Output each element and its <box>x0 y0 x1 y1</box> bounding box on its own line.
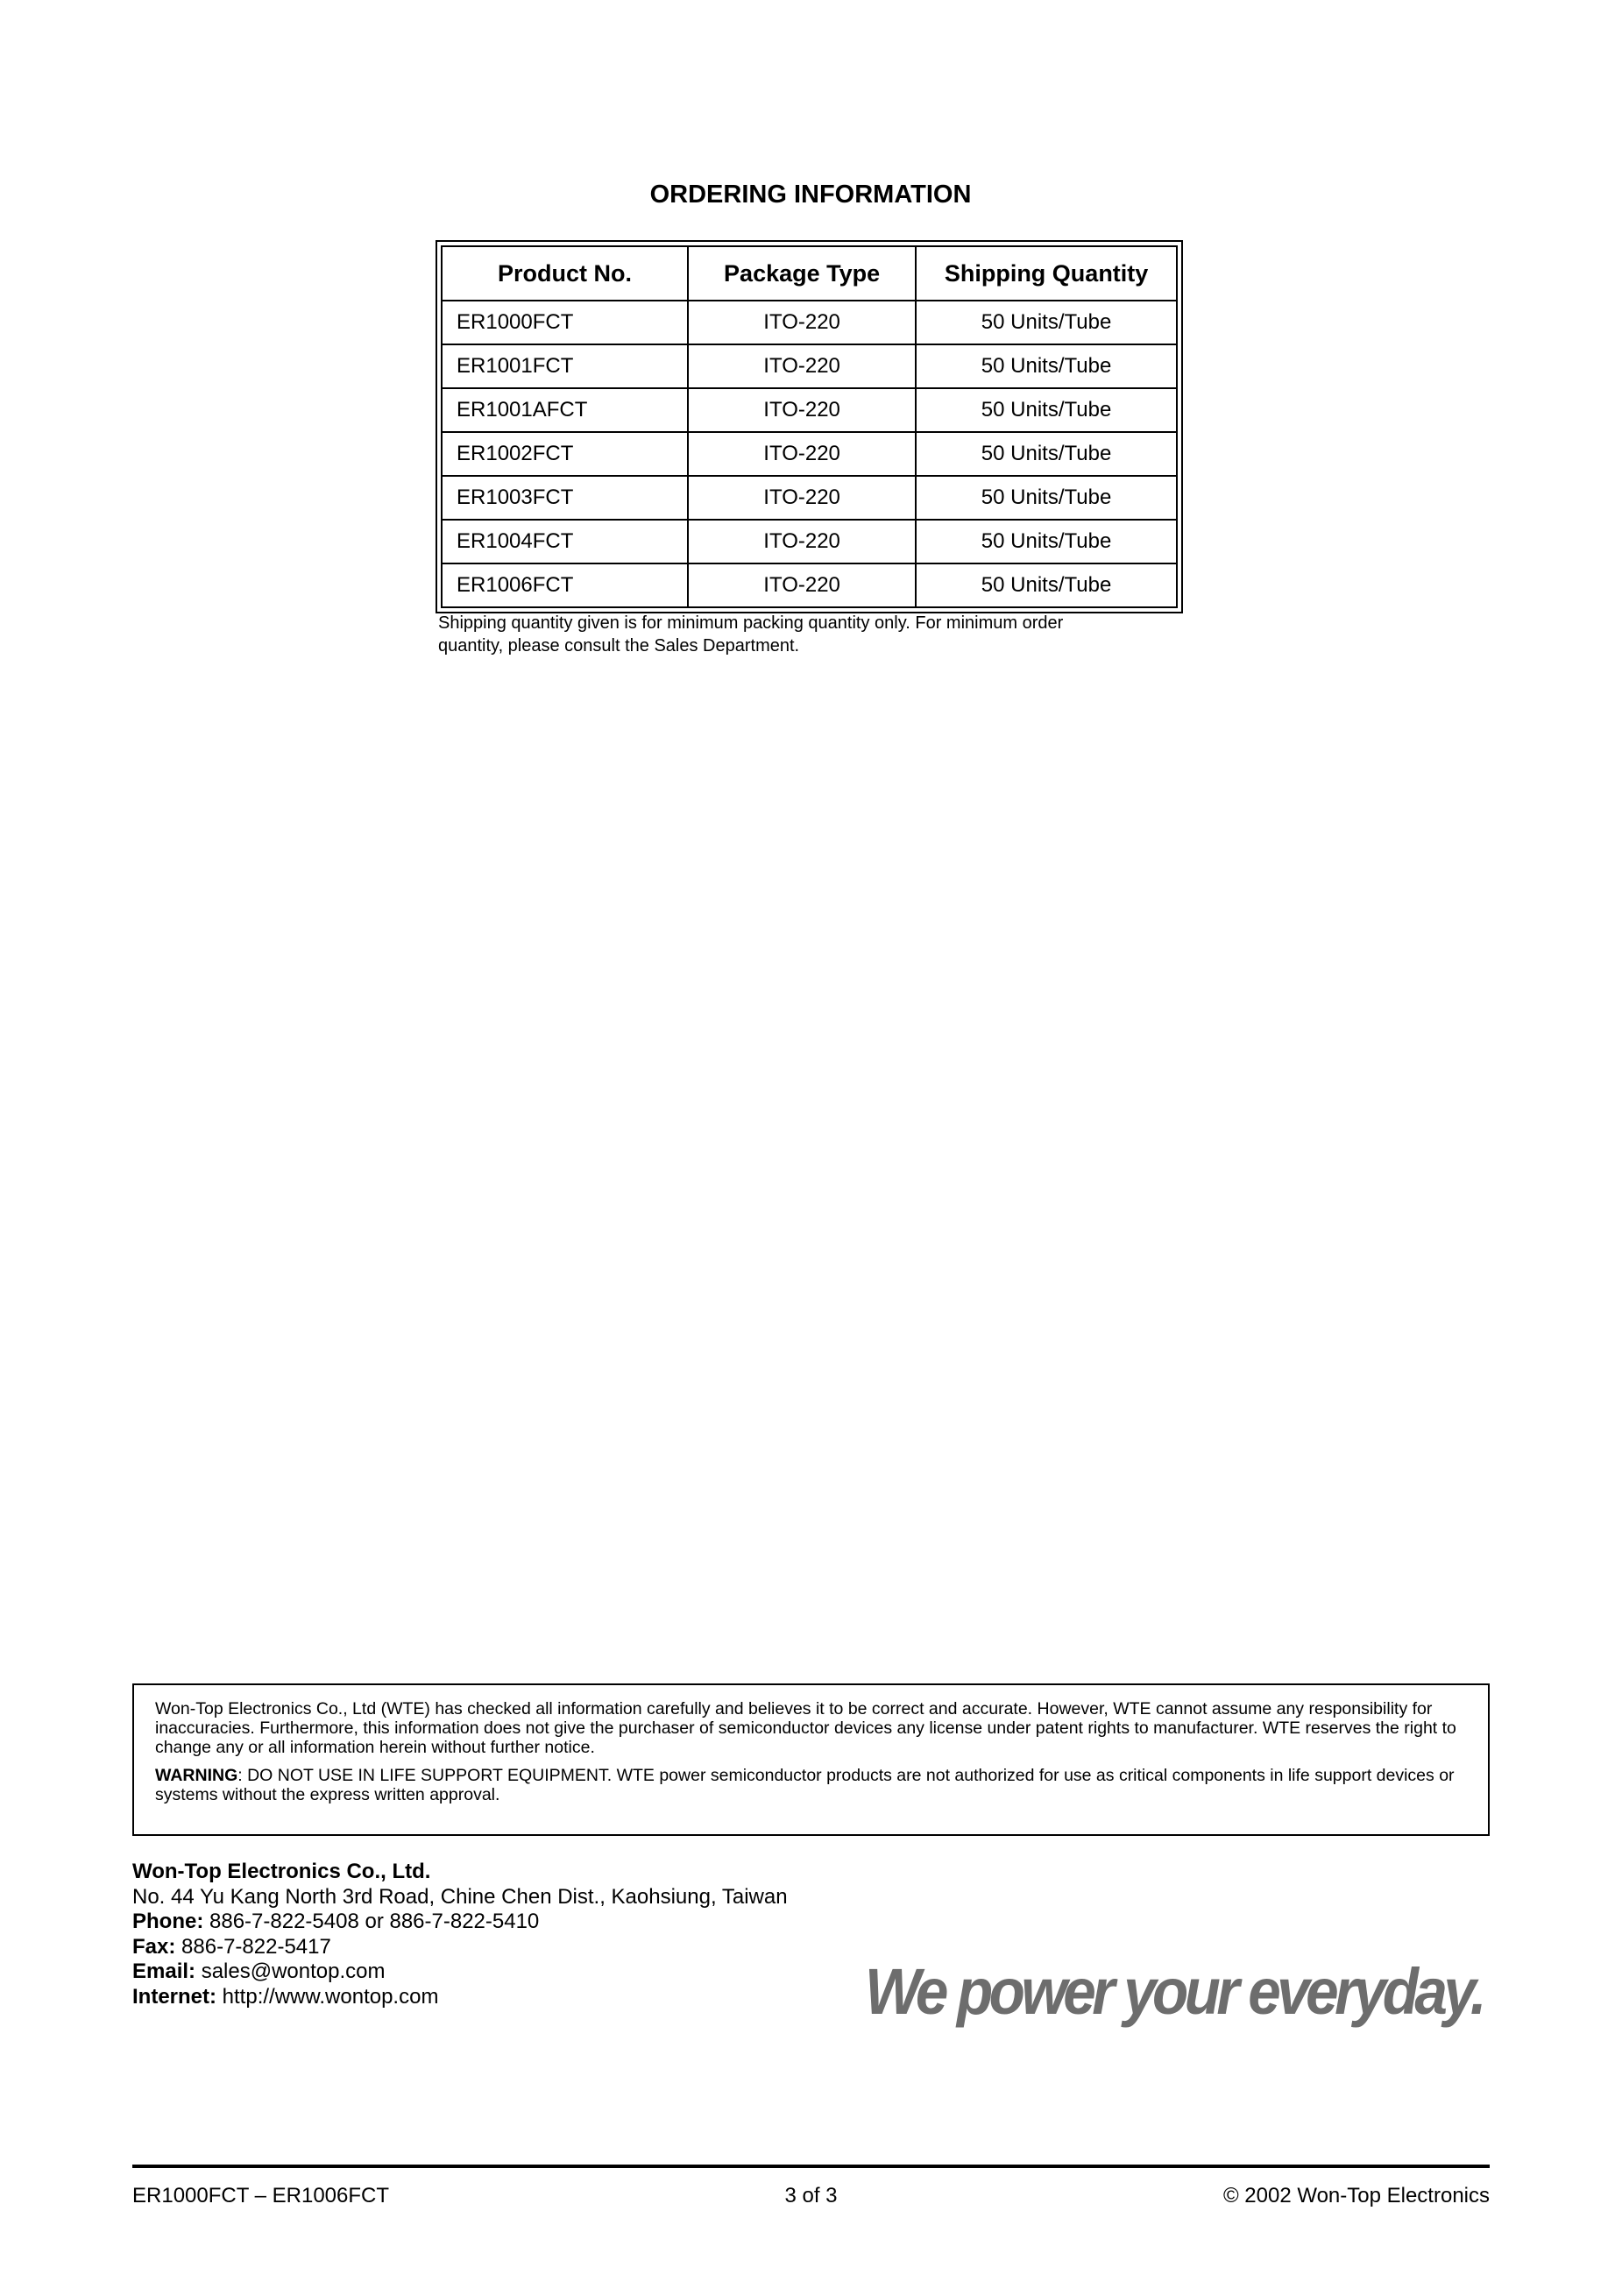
slogan-logo <box>841 1938 1490 2044</box>
product-no-cell: ER1001AFCT <box>442 388 688 432</box>
warning-text: : DO NOT USE IN LIFE SUPPORT EQUIPMENT. WTE power semiconductor products are not authorized for use as critical components in life support devices or systems without the express written approval. <box>155 1766 1455 1804</box>
shipping-quantity-cell: 50 Units/Tube <box>916 520 1177 563</box>
fax-value: 886-7-822-5417 <box>175 1934 331 1959</box>
product-no-cell: ER1002FCT <box>442 432 688 476</box>
fax-label: Fax: <box>132 1934 176 1959</box>
product-no-cell: ER1006FCT <box>442 563 688 607</box>
shipping-quantity-cell: 50 Units/Tube <box>916 476 1177 520</box>
product-no-cell: ER1001FCT <box>442 344 688 388</box>
internet-value[interactable]: http://www.wontop.com <box>216 1984 439 2009</box>
package-type-cell: ITO-220 <box>688 563 916 607</box>
warning-paragraph <box>155 1766 1467 1804</box>
table-row <box>442 301 1177 344</box>
phone-value: 886-7-822-5408 or 886-7-822-5410 <box>203 1910 540 1933</box>
package-type-cell: ITO-220 <box>688 344 916 388</box>
header-shipping-quantity: Shipping Quantity <box>916 246 1177 301</box>
package-type-cell: ITO-220 <box>688 432 916 476</box>
footer-divider <box>132 2165 1490 2168</box>
shipping-note-line: Shipping quantity given is for minimum packing quantity only. For minimum order <box>438 613 1064 633</box>
shipping-quantity-cell: 50 Units/Tube <box>916 301 1177 344</box>
shipping-quantity-cell: 50 Units/Tube <box>916 432 1177 476</box>
table-row <box>442 563 1177 607</box>
ordering-info-table <box>441 245 1178 608</box>
product-no-cell: ER1003FCT <box>442 476 688 520</box>
disclaimer-box <box>132 1683 1490 1836</box>
ordering-table <box>436 240 1183 613</box>
company-info <box>132 1860 788 2009</box>
slogan-text: We power your everyday. <box>865 1955 1483 2028</box>
footer-copyright: © 2002 Won-Top Electronics <box>1222 2184 1490 2207</box>
footer-part-range: ER1000FCT – ER1006FCT <box>132 2184 390 2207</box>
company-address: No. 44 Yu Kang North 3rd Road, Chine Chen Dist., Kaohsiung, Taiwan <box>132 1884 788 1909</box>
table-row <box>442 432 1177 476</box>
table-row <box>442 388 1177 432</box>
shipping-quantity-cell: 50 Units/Tube <box>916 563 1177 607</box>
package-type-cell: ITO-220 <box>688 301 916 344</box>
warning-label: WARNING <box>155 1766 238 1785</box>
table-row <box>442 476 1177 520</box>
phone-label: Phone: <box>132 1910 204 1933</box>
page-title: ORDERING INFORMATION <box>649 181 972 209</box>
disclaimer-text: Won-Top Electronics Co., Ltd (WTE) has checked all information carefully and believes it to be correct and accurate. However, WTE cannot assume any responsibility for inaccuracies. Furthermore, this information does not give the purchaser of semiconductor devices any license under patent rights to manufacturer. WTE reserves the right to change any or all information herein without further notice. <box>155 1699 1456 1757</box>
table-row <box>442 344 1177 388</box>
product-no-cell: ER1004FCT <box>442 520 688 563</box>
email-value[interactable]: sales@wontop.com <box>195 1959 386 1983</box>
header-package-type: Package Type <box>688 246 916 301</box>
package-type-cell: ITO-220 <box>688 520 916 563</box>
table-row <box>442 520 1177 563</box>
product-no-cell: ER1000FCT <box>442 301 688 344</box>
email-label: Email: <box>132 1959 196 1983</box>
header-product-no: Product No. <box>442 246 688 301</box>
shipping-note <box>438 612 1157 657</box>
shipping-note-line: quantity, please consult the Sales Department. <box>438 636 800 655</box>
company-name: Won-Top Electronics Co., Ltd. <box>132 1860 431 1883</box>
shipping-quantity-cell: 50 Units/Tube <box>916 388 1177 432</box>
footer-page-number: 3 of 3 <box>784 2184 838 2207</box>
shipping-quantity-cell: 50 Units/Tube <box>916 344 1177 388</box>
internet-label: Internet: <box>132 1984 216 2009</box>
table-header-row <box>442 246 1177 301</box>
package-type-cell: ITO-220 <box>688 388 916 432</box>
package-type-cell: ITO-220 <box>688 476 916 520</box>
